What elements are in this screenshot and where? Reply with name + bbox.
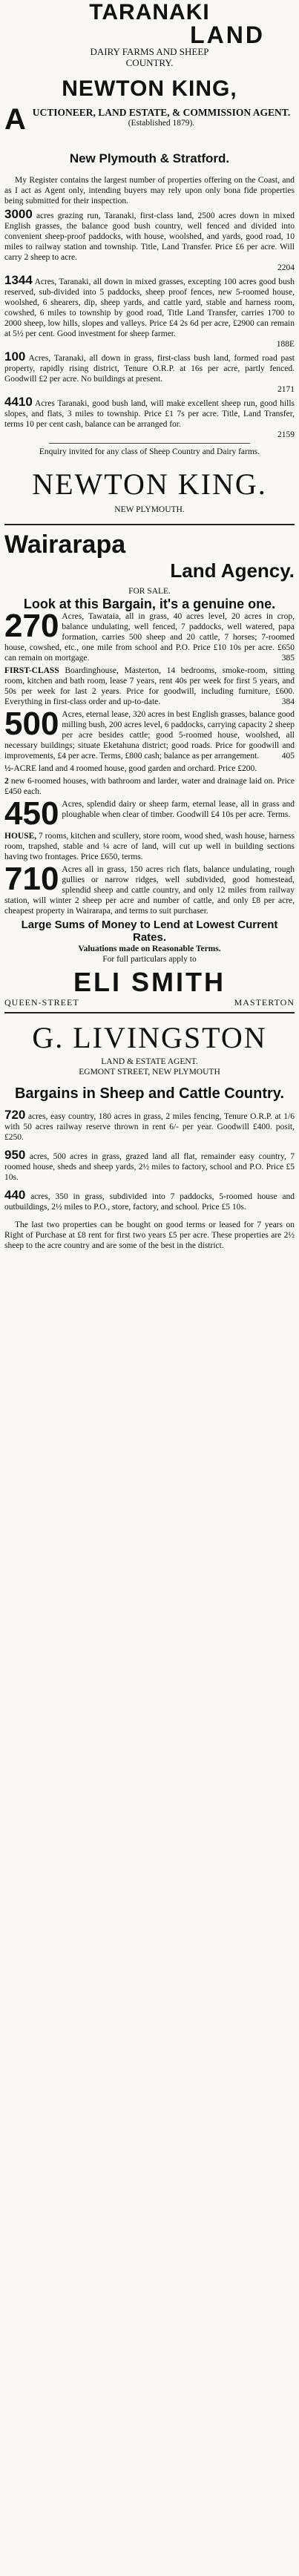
look-bargain-heading: Look at this Bargain, it's a genuine one. [23, 597, 276, 611]
newton-king-footer-place: NEW PLYMOUTH. [114, 505, 185, 514]
listing-lead: 100 [4, 349, 26, 364]
listing-lead: 720 [4, 1108, 26, 1122]
listing-lead: 270 [4, 608, 59, 644]
listing-ref: 2204 [277, 263, 295, 272]
wairarapa-listing [4, 831, 295, 862]
listing-text: Acres Taranaki, good bush land, will make excellent sheep run, good hills slopes, and flats, 3 miles to township. Price £1 7s per acre. Title, Land Transfer, terms 10 per cent cash, balance can be arranged for. [4, 399, 295, 429]
newton-king-listing [4, 209, 295, 273]
listing-lead: HOUSE, [4, 832, 37, 841]
listing-ref: 385 [281, 654, 295, 663]
listing-lead: 2 [4, 777, 9, 786]
listing-lead: 710 [4, 861, 59, 897]
taranaki-land-header [4, 1, 295, 68]
newton-king-name: NEWTON KING, [62, 76, 237, 101]
wairarapa-listing [4, 763, 295, 774]
listing-text: acres, easy country, 180 acres in grass, 2 miles fencing, Tenure O.R.P. at 1/6 with 50 acres railway reserve thrown in rent 6/- per year. Goodwill £400. posit, £250. [4, 1112, 295, 1142]
dairy-farms-subtitle: DAIRY FARMS AND SHEEP [90, 46, 209, 57]
valuations-text: Valuations made on Reasonable Terms. [78, 944, 221, 953]
listing-lead: 1344 [4, 273, 33, 287]
divider [49, 443, 250, 444]
eli-smith-address [4, 997, 295, 1008]
listing-text: Acres, Taranaki, all down in grass, first-class bush land, formed road past property, rapidly rising district, Tenure O.R.P. at 16s per acre, partly fenced. Goodwill £2 per acre. No buildings at present. [4, 354, 295, 384]
auctioneer-initial: A [4, 103, 26, 136]
listing-text: -ACRE land and 4 roomed house, good garden and orchard. Price £200. [10, 764, 257, 773]
listing-text: Acres, Tawataia, all in grass, 40 acres level, 20 acres in crop, balance undulating, well fenced, 7 paddocks, well watered, papa formation, carries 500 sheep and 20 cattle, 7 horses; 7-roomed house, cowshed, etc., one mile from school and P.O. Price £10 10s per acre. £650 can remain on mortgage. [4, 612, 295, 663]
register-intro: My Register contains the largest number of properties offering on the Coast, and as I act as Agent only, intending buyers may rely upon only bona fide properties being submitted for their inspection. [4, 176, 295, 206]
listing-lead: FIRST-CLASS [4, 666, 59, 675]
listing-lead: 440 [4, 1188, 26, 1202]
newton-king-listing [4, 275, 295, 349]
listing-text: acres, 500 acres in grass, grazed land all flat, remainder easy country, 7 roomed house, sheds and sheep yards, 2½ miles to factory, school and P.O. Price £5 10s. [4, 1152, 295, 1182]
listing-text: acres, 350 in grass, subdivided into 7 paddocks, 5-roomed house and outbuildings, 2½ miles to P.O., store, factory, and school. Price £5 10s. [4, 1192, 295, 1212]
closing-text: The last two properties can be bought on good terms or leased for 7 years on Right of Purchase at £8 rent for first two years £5 per acre. These properties are 2½ sheep to the acre country and are some of the best in the district. [4, 1220, 295, 1250]
enquiry-text: Enquiry invited for any class of Sheep Country and Dairy farms. [39, 447, 260, 456]
wairarapa-listing [4, 608, 295, 663]
for-full-particulars: For full particulars apply to [102, 955, 197, 964]
newton-king-footer-name: NEWTON KING. [32, 467, 267, 501]
bargains-heading: Bargains in Sheep and Cattle Country. [14, 1085, 285, 1102]
listing-text: acres grazing run, Taranaki, first-class land, 2500 acres down in mixed English grasses, the balance good bush country, well fenced and divided into convenient sheep-proof paddocks, with house, woolshed, and yards, good road, 10 miles to railway station and township. Title, Land Transfer. Price £6 per acre. Will carry 2 sheep to acre. [4, 211, 295, 262]
listing-text: Acres, Taranaki, all down in mixed grasses, excepting 100 acres good bush reserved, sub-divided into 5 paddocks, sheep proof fences, new 5-roomed house, woolshed, 6 shearers, dip, sheep yards, and cattle yard, stable and harness room, cowshed, 6 miles to township by good road, Title Land Transfer, carries 1700 to 2000 sheep, low hills, slopes and valleys. Price £4 2s 6d per acre, £2900 can remain at 5½ per cent. Good investment for sheep farmer. [4, 277, 295, 338]
section-divider [4, 524, 295, 525]
livingston-listing [4, 1150, 295, 1183]
large-sums-heading: Large Sums of Money to Lend at Lowest Current Rates. [21, 919, 278, 944]
wairarapa-listing [4, 795, 295, 832]
listing-text: 7 rooms, kitchen and scullery, store room, wood shed, wash house, harness room, trapshed, stable and ¼ acre of land, will cut up well in building sections having two frontages. Price £650, terms. [4, 832, 295, 861]
wairarapa-listing [4, 666, 295, 707]
wairarapa-listing [4, 706, 295, 761]
listing-ref: 2171 [277, 385, 295, 394]
for-sale-text: FOR SALE. [128, 587, 171, 596]
eli-smith-name: ELI SMITH [73, 967, 226, 997]
newton-king-listing [4, 349, 295, 395]
listing-lead: 450 [4, 795, 59, 832]
listing-lead: 3000 [4, 207, 33, 221]
listing-text: Acres, eternal lease, 320 acres in best English grasses, balance good milling bush, 200 acres level, 6 paddocks, carrying capacity 2 sheep per acre besides cattle; good 5-roomed house, woolshed, all necessary buildings; situate Eketahuna district; good roads. Price for goodwill and improvements, £4 per acre. Terms, £800 cash; balance as per arrangement. [4, 710, 295, 760]
listing-ref: 384 [281, 697, 295, 706]
listing-lead: ½ [4, 764, 11, 773]
land-title: LAND [190, 22, 265, 48]
listing-lead: 4410 [4, 395, 33, 409]
listing-lead: 500 [4, 706, 59, 742]
livingston-address: EGMONT STREET, NEW PLYMOUTH [79, 1068, 220, 1077]
newton-king-listing [4, 397, 295, 440]
listing-text: Acres, splendid dairy or sheep farm, eternal lease, all in grass and ploughable when clear of timber. Goodwill £4 10s per acre. Terms. [62, 800, 295, 819]
wairarapa-listing [4, 861, 295, 916]
established-text: (Established 1879). [128, 119, 195, 128]
listing-lead: 950 [4, 1148, 26, 1162]
auctioneer-block [4, 103, 295, 142]
country-subtitle: COUNTRY. [125, 57, 174, 68]
street-text: QUEEN-STREET [4, 997, 79, 1008]
town-text: MASTERTON [234, 997, 295, 1008]
location-heading: New Plymouth & Stratford. [69, 151, 230, 165]
listing-text: Boardinghouse, Masterton, 14 bedrooms, smoke-room, sitting room, kitchen and bath room, lease 7 years, rent 40s per week for first 5 years, and 50s per week for last 2 years. Price for goodwill, including furniture, £600. Everything in first-class order and up-to-date. [4, 666, 295, 706]
listing-ref: 405 [281, 752, 295, 760]
livingston-trade: LAND & ESTATE AGENT. [101, 1057, 198, 1066]
listing-text: Acres all in grass, 150 acres rich flats, balance undulating, rough gullies or narrow ridges, well subdivided, good homestead, splendid sheep and cattle country, and only 12 miles from railway station, will winter 2 sheep per acre and number of cattle, and only £8 per acre, cheapest property in Wairarapa, and terms to suit purchaser. [4, 865, 295, 916]
wairarapa-listing [4, 776, 295, 797]
livingston-listing [4, 1190, 295, 1212]
section-divider [4, 1012, 295, 1013]
livingston-name: G. LIVINGSTON [32, 1021, 267, 1054]
auctioneer-text: UCTIONEER, LAND ESTATE, & COMMISSION AGENT. [32, 107, 291, 118]
wairarapa-title: Wairarapa [4, 530, 126, 559]
listing-text: new 6-roomed houses, with bathroom and larder, water and drainage laid on. Price £450 each. [4, 777, 295, 796]
livingston-listing [4, 1110, 295, 1143]
land-agency-subtitle: Land Agency. [170, 559, 295, 582]
listing-ref: 2159 [277, 430, 295, 439]
listing-ref: 188E [276, 340, 295, 349]
taranaki-title: TARANAKI [89, 0, 210, 24]
